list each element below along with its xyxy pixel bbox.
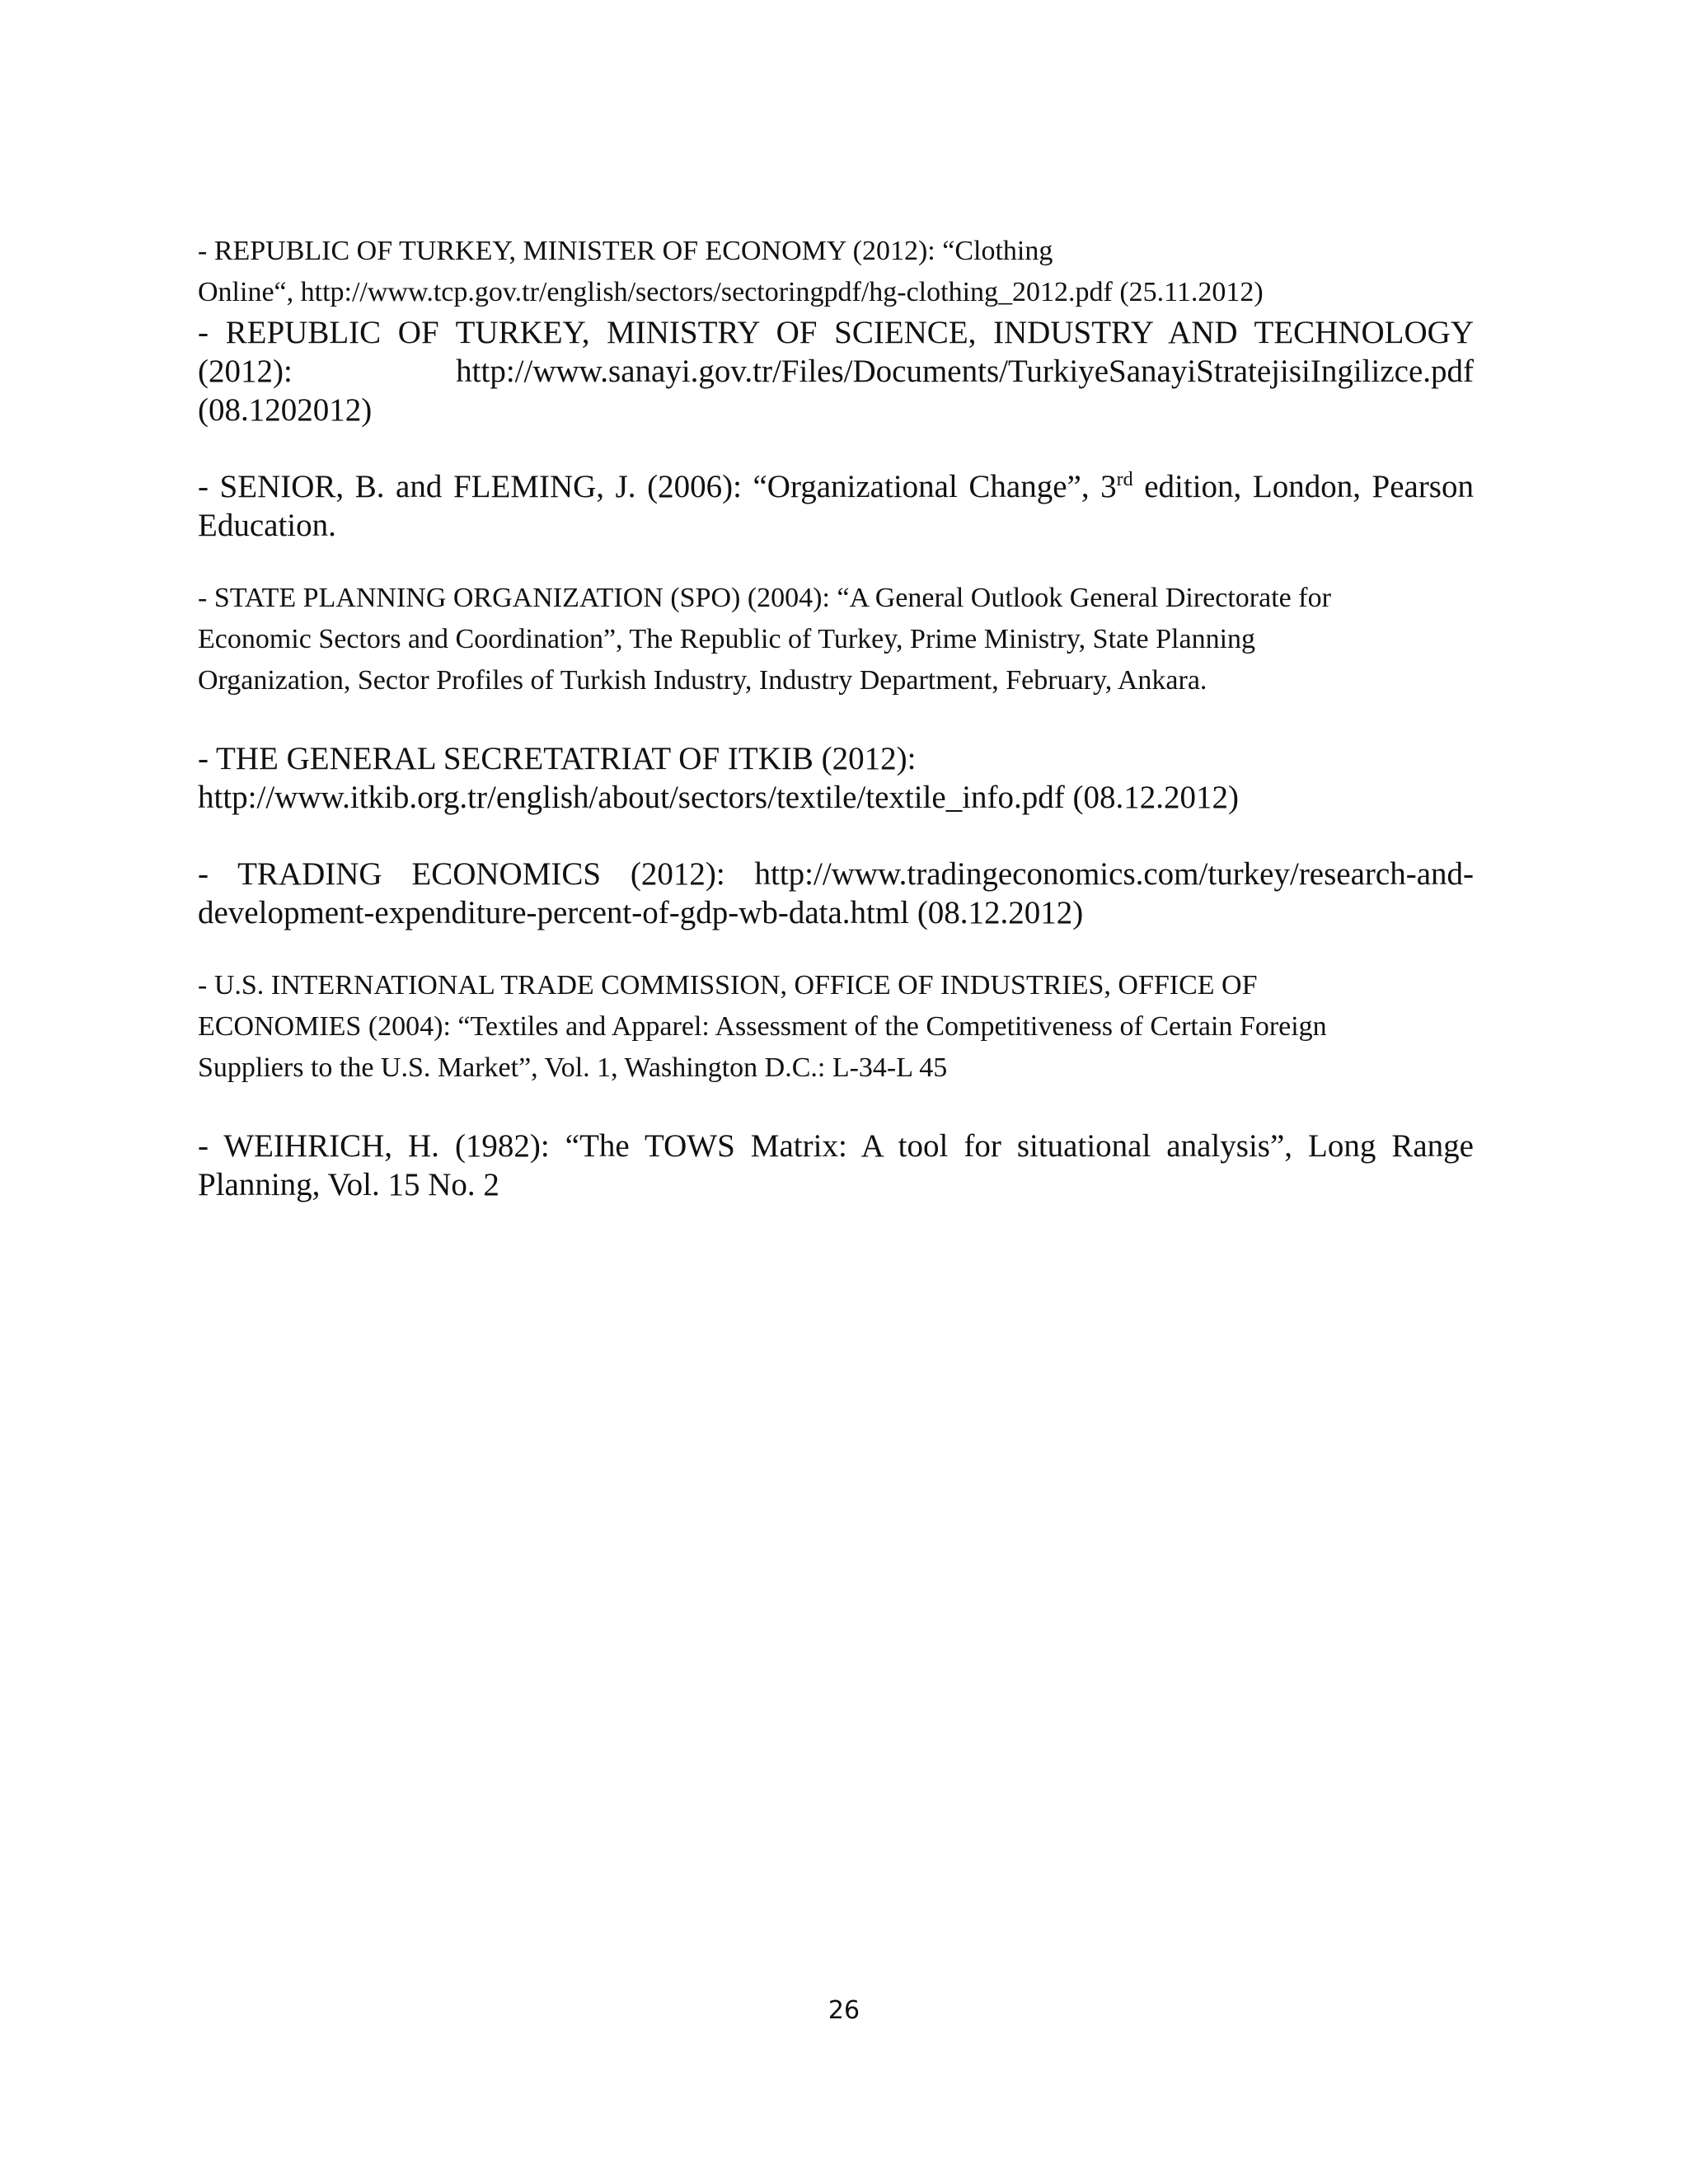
superscript: rd — [1116, 469, 1133, 490]
reference-line: (08.1202012) — [198, 392, 373, 428]
reference-line: - REPUBLIC OF TURKEY, MINISTER OF ECONOMY (2012): “Clothing — [198, 236, 1053, 266]
reference-line: (2012): http://www.sanayi.gov.tr/Files/Documents/TurkiyeSanayiStratejisiIngilizce.pdf — [198, 354, 1474, 389]
reference-trading-economics: - TRADING ECONOMICS (2012): http://www.tradingeconomics.com/turkey/research-and-development-expenditure-percent-of-gdp-wb-data.html (08.12.2012) — [198, 856, 1474, 930]
reference-us-itc — [198, 965, 1474, 1089]
reference-republic-turkey-science — [198, 313, 1474, 429]
page-number: 26 — [828, 1996, 860, 2025]
reference-line: - REPUBLIC OF TURKEY, MINISTRY OF SCIENCE, INDUSTRY AND TECHNOLOGY — [198, 315, 1474, 350]
reference-line: Economic Sectors and Coordination”, The Republic of Turkey, Prime Ministry, State Planning — [198, 624, 1256, 654]
reference-text: edition, London, Pearson Education. — [198, 469, 1474, 543]
reference-line: Online“, http://www.tcp.gov.tr/english/sectors/sectoringpdf/hg-clothing_2012.pdf (25.11.2012) — [198, 277, 1264, 307]
reference-line: - STATE PLANNING ORGANIZATION (SPO) (2004): “A General Outlook General Directorate for — [198, 583, 1331, 613]
reference-text: - SENIOR, B. and FLEMING, J. (2006): “Organizational Change”, 3 — [198, 469, 1117, 504]
reference-line: http://www.itkib.org.tr/english/about/sectors/textile/textile_info.pdf (08.12.2012) — [198, 780, 1239, 815]
reference-state-planning — [198, 578, 1474, 701]
reference-line: Organization, Sector Profiles of Turkish Industry, Industry Department, February, Ankara. — [198, 665, 1207, 696]
reference-republic-turkey-economy — [198, 231, 1474, 313]
reference-senior-fleming — [198, 467, 1474, 545]
reference-list — [198, 231, 1474, 1204]
reference-line: ECONOMIES (2004): “Textiles and Apparel: Assessment of the Competitiveness of Certain Foreign — [198, 1011, 1327, 1042]
reference-line: - U.S. INTERNATIONAL TRADE COMMISSION, OFFICE OF INDUSTRIES, OFFICE OF — [198, 970, 1258, 1001]
reference-line: - THE GENERAL SECRETATRIAT OF ITKIB (2012): — [198, 741, 917, 776]
reference-itkib — [198, 739, 1474, 817]
reference-weihrich: - WEIHRICH, H. (1982): “The TOWS Matrix: A tool for situational analysis”, Long Range Planning, Vol. 15 No. 2 — [198, 1128, 1474, 1202]
reference-line: Suppliers to the U.S. Market”, Vol. 1, Washington D.C.: L-34-L 45 — [198, 1052, 948, 1083]
